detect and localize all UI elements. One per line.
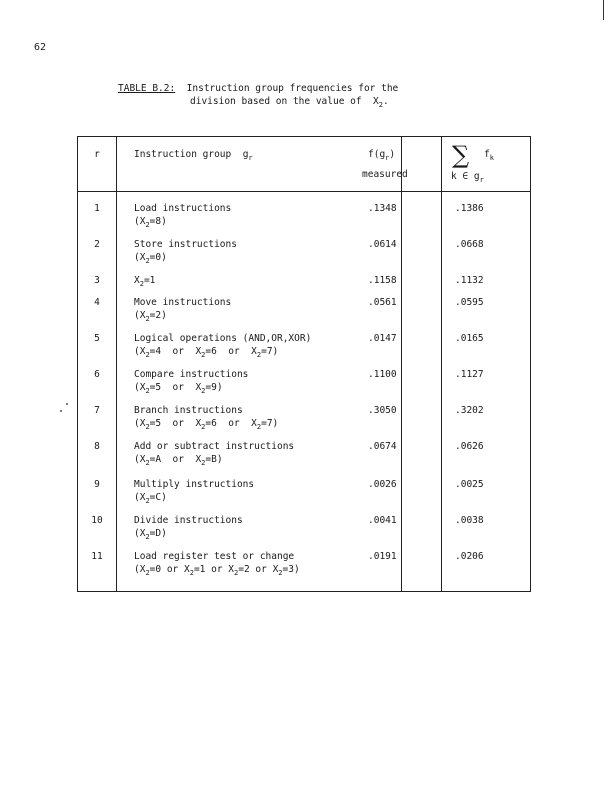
- summed-frequency: .0025: [455, 479, 484, 490]
- sum-range: k ∈ g: [451, 171, 480, 182]
- condition-var: (X: [134, 346, 146, 357]
- condition-var: (X: [134, 382, 146, 393]
- condition-value: =2): [149, 310, 167, 321]
- sum-symbol: ∑: [452, 141, 470, 169]
- page-number: 62: [34, 42, 47, 53]
- row-number: 6: [94, 369, 100, 380]
- condition-var: (X: [134, 454, 146, 465]
- condition-var-sub: 2: [145, 257, 150, 265]
- header-group-label: Instruction group: [134, 149, 232, 160]
- condition-var: X: [251, 346, 257, 357]
- condition-value: =B): [205, 454, 223, 465]
- header-divider: [78, 191, 530, 192]
- condition-value: =0): [149, 252, 167, 263]
- header-measured: measured: [362, 169, 408, 180]
- condition-value: =0 or: [149, 564, 184, 575]
- row-number: 8: [94, 441, 100, 452]
- condition-var-sub: 2: [145, 221, 150, 229]
- condition-var-sub: 2: [278, 569, 283, 577]
- caption-variable-sub: 2: [378, 101, 383, 109]
- condition-var-sub: 2: [145, 351, 150, 359]
- condition-var: X: [195, 346, 202, 357]
- measured-frequency: .3050: [368, 405, 397, 416]
- instruction-group-name: Load register test or change: [134, 551, 295, 562]
- instruction-condition: [134, 564, 300, 576]
- summed-frequency: .0595: [455, 297, 484, 308]
- row-number: 1: [94, 203, 100, 214]
- condition-var: (X: [134, 528, 146, 539]
- instruction-condition: [134, 310, 167, 322]
- measured-frequency: .0147: [368, 333, 397, 344]
- table-caption: [118, 82, 399, 109]
- instruction-group-name: Move instructions: [134, 297, 232, 308]
- header-sum-range: [451, 171, 484, 183]
- row-number: 2: [94, 239, 100, 250]
- condition-value: =3): [282, 564, 300, 575]
- caption-text-line1: Instruction group frequencies for the: [186, 83, 399, 94]
- condition-value: =9): [205, 382, 223, 393]
- condition-var-sub: 2: [145, 387, 150, 395]
- summed-frequency: .0626: [455, 441, 484, 452]
- instruction-condition: [134, 454, 223, 466]
- header-group-sub: r: [248, 154, 253, 162]
- summed-frequency: .0206: [455, 551, 484, 562]
- summed-frequency: .0038: [455, 515, 484, 526]
- sum-range-sub: r: [479, 176, 484, 184]
- measured-frequency: .0614: [368, 239, 397, 250]
- summed-frequency: .1386: [455, 203, 484, 214]
- condition-value: =2 or: [238, 564, 273, 575]
- condition-var-sub: 2: [145, 423, 150, 431]
- instruction-group-name: [134, 275, 155, 287]
- row-number: 9: [94, 479, 100, 490]
- summed-frequency: .1127: [455, 369, 484, 380]
- condition-var-sub: 2: [145, 533, 150, 541]
- condition-value: =4 or: [149, 346, 196, 357]
- summed-frequency: .3202: [455, 405, 484, 416]
- condition-var: (X: [134, 564, 146, 575]
- header-freq-top: f(g: [368, 149, 386, 160]
- condition-var: X: [195, 418, 202, 429]
- caption-period: .: [383, 96, 389, 107]
- condition-var-sub: 2: [201, 459, 206, 467]
- condition-value: =8): [149, 216, 167, 227]
- measured-frequency: .0674: [368, 441, 397, 452]
- instruction-group-name: Compare instructions: [134, 369, 249, 380]
- measured-frequency: .0041: [368, 515, 397, 526]
- caption-label: TABLE B.2:: [118, 83, 176, 94]
- page-edge-mark: [603, 0, 604, 20]
- measured-frequency: .0026: [368, 479, 397, 490]
- header-instruction-group: [134, 149, 253, 161]
- condition-var: X: [195, 382, 202, 393]
- instruction-group-name: Divide instructions: [134, 515, 243, 526]
- condition-var-sub: 2: [201, 351, 206, 359]
- row-number: 7: [94, 405, 100, 416]
- condition-value: =5 or: [149, 382, 196, 393]
- instruction-condition: [134, 382, 223, 394]
- group-var-value: =1: [143, 275, 156, 286]
- group-var: X: [134, 275, 140, 286]
- condition-value: =A or: [149, 454, 196, 465]
- summed-frequency: .0165: [455, 333, 484, 344]
- condition-var-sub: 2: [256, 351, 262, 359]
- condition-value: =6 or: [205, 346, 252, 357]
- instruction-condition: [134, 216, 167, 228]
- summed-frequency: .1132: [455, 275, 484, 286]
- sum-f-sub: k: [489, 154, 494, 162]
- condition-var: X: [228, 564, 235, 575]
- summed-frequency: .0668: [455, 239, 484, 250]
- condition-var-sub: 2: [201, 387, 206, 395]
- row-number: 4: [94, 297, 100, 308]
- instruction-group-name: Add or subtract instructions: [134, 441, 295, 452]
- condition-var: X: [195, 454, 202, 465]
- instruction-group-name: Multiply instructions: [134, 479, 255, 490]
- condition-var-sub: 2: [256, 423, 262, 431]
- measured-frequency: .1158: [368, 275, 397, 286]
- condition-var: (X: [134, 252, 146, 263]
- condition-value: =5 or: [149, 418, 196, 429]
- condition-var: (X: [134, 216, 146, 227]
- condition-value: =C): [149, 492, 167, 503]
- row-number: 10: [91, 515, 103, 526]
- condition-var-sub: 2: [145, 315, 150, 323]
- header-frequency: [368, 149, 395, 161]
- condition-var: X: [251, 418, 257, 429]
- frequency-table: [77, 136, 531, 592]
- measured-frequency: .0191: [368, 551, 397, 562]
- column-divider-group: [401, 137, 402, 591]
- measured-frequency: .1100: [368, 369, 397, 380]
- instruction-group-name: Store instructions: [134, 239, 237, 250]
- column-divider-r: [116, 137, 117, 591]
- row-number: 3: [94, 275, 100, 286]
- condition-value: =7): [261, 418, 279, 429]
- condition-var-sub: 2: [145, 459, 150, 467]
- caption-variable: X: [373, 96, 379, 107]
- condition-var: (X: [134, 492, 146, 503]
- condition-value: =7): [261, 346, 279, 357]
- margin-dot: [66, 403, 68, 405]
- instruction-condition: [134, 492, 167, 504]
- instruction-group-name: Load instructions: [134, 203, 232, 214]
- condition-value: =1 or: [193, 564, 229, 575]
- header-sum-f: [484, 149, 494, 161]
- instruction-condition: [134, 346, 278, 358]
- header-r: r: [94, 149, 100, 160]
- column-divider-measured: [441, 137, 442, 591]
- caption-text-line2: division based on the value of: [190, 96, 362, 107]
- condition-var-sub: 2: [201, 423, 206, 431]
- instruction-condition: [134, 528, 167, 540]
- condition-var: (X: [134, 418, 146, 429]
- condition-value: =6 or: [205, 418, 252, 429]
- caption-line2: [190, 95, 389, 108]
- condition-var: X: [272, 564, 279, 575]
- instruction-group-name: Branch instructions: [134, 405, 243, 416]
- margin-dot: [60, 410, 62, 412]
- group-var-sub: 2: [139, 280, 144, 288]
- row-number: 11: [91, 551, 103, 562]
- condition-var-sub: 2: [234, 569, 239, 577]
- condition-var: X: [184, 564, 190, 575]
- instruction-group-name: Logical operations (AND,OR,XOR): [134, 333, 312, 344]
- measured-frequency: .0561: [368, 297, 397, 308]
- instruction-condition: [134, 418, 278, 430]
- sum-f: f: [484, 149, 490, 160]
- condition-value: =D): [149, 528, 167, 539]
- measured-frequency: .1348: [368, 203, 397, 214]
- instruction-condition: [134, 252, 167, 264]
- row-number: 5: [94, 333, 100, 344]
- condition-var: (X: [134, 310, 146, 321]
- condition-var-sub: 2: [145, 569, 150, 577]
- header-freq-close: ): [389, 149, 396, 160]
- header-freq-sub: r: [385, 154, 390, 162]
- condition-var-sub: 2: [145, 497, 150, 505]
- header-group-var: g: [242, 149, 249, 160]
- condition-var-sub: 2: [189, 569, 194, 577]
